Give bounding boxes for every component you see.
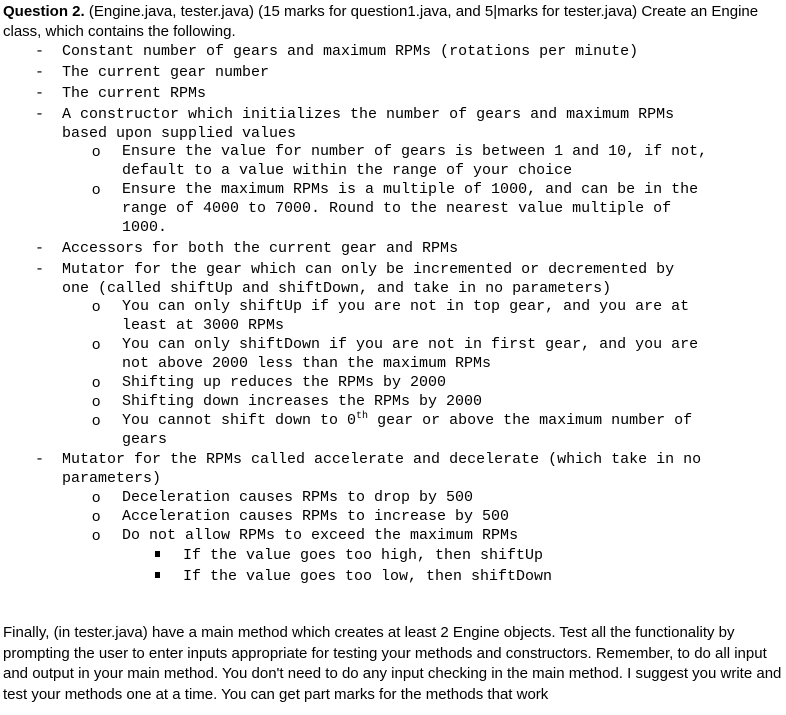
sub-item-text: least at 3000 RPMs [122,317,285,334]
superscript-th: th [356,411,369,422]
sub-item-gears-range [92,142,708,180]
circle-bullet: o [92,527,101,544]
list-item-current-rpms [35,84,207,103]
circle-bullet: o [92,508,101,525]
list-item-text: Mutator for the gear which can only be incremented or decremented by [62,261,675,278]
list-item-rpm-mutator [35,450,702,488]
sub-item-text: 1000. [122,219,168,236]
list-item-text: A constructor which initializes the number of gears and maximum RPMs [62,106,675,123]
dash-bullet: - [35,451,45,468]
sub-sub-item-text: If the value goes too high, then shiftUp [183,547,544,564]
circle-bullet: o [92,181,101,198]
sub-item-text: Deceleration causes RPMs to drop by 500 [122,489,474,506]
dash-bullet: - [35,85,45,102]
sub-item-text: range of 4000 to 7000. Round to the nearest value multiple of [122,200,672,217]
question-label: Question 2. [3,3,85,20]
list-item-text: Constant number of gears and maximum RPMs (rotations per minute) [62,43,639,60]
square-bullet [155,551,160,557]
question-description: (Engine.java, tester.java) (15 marks for question1.java, and 5|marks for tester.java) Create an Engine class, which contains the following. [3,3,759,40]
sub-item-text: default to a value within the range of your choice [122,162,573,179]
sub-item-shift-limits [92,411,693,449]
list-item-text: one (called shiftUp and shiftDown, and take in no parameters) [62,280,612,297]
circle-bullet: o [92,393,101,410]
sub-sub-item-text: If the value goes too low, then shiftDown [183,568,553,585]
sub-item-text: gears [122,431,168,448]
sub-item-text: not above 2000 less than the maximum RPMs [122,355,492,372]
sub-item-text: Ensure the maximum RPMs is a multiple of 1000, and can be in the [122,181,699,198]
list-item-text: Mutator for the RPMs called accelerate and decelerate (which take in no [62,451,702,468]
dash-bullet: - [35,240,45,257]
sub-item-shiftup-rule [92,297,690,335]
final-paragraph: Finally, (in tester.java) have a main method which creates at least 2 Engine objects. Test all the functionality by prompting the user to enter inputs appropriate for testing your methods and constructors. Remember, to do all input and output in your main method. You don't need to do any input checking in the main method. I suggest you write and test your methods one at a time. You can get part marks for the methods that work [3,624,782,703]
circle-bullet: o [92,489,101,506]
list-item-current-gear [35,63,270,82]
circle-bullet: o [92,374,101,391]
sub-item-deceleration [92,488,474,507]
list-item-text: parameters) [62,470,162,487]
list-item-text: The current RPMs [62,85,207,102]
list-item-text: The current gear number [62,64,270,81]
sub-sub-item-too-high [183,546,543,565]
sub-sub-item-too-low [183,567,552,586]
square-bullet [155,572,160,578]
sub-item-acceleration [92,507,510,526]
list-item-accessors [35,239,459,258]
sub-item-text: Ensure the value for number of gears is between 1 and 10, if not, [122,143,708,160]
sub-item-rpms-multiple [92,180,699,237]
sub-item-text: You can only shiftUp if you are not in top gear, and you are at [122,298,690,315]
circle-bullet: o [92,336,101,353]
sub-item-text: Shifting down increases the RPMs by 2000 [122,393,483,410]
sub-item-text: Acceleration causes RPMs to increase by 500 [122,508,510,525]
list-item-gear-mutator [35,260,675,298]
dash-bullet: - [35,43,45,60]
circle-bullet: o [92,412,101,429]
list-item-constructor [35,105,675,143]
sub-item-text: You cannot shift down to 0th gear or above the maximum number of [122,411,693,429]
sub-item-text: Do not allow RPMs to exceed the maximum RPMs [122,527,519,544]
question-intro [3,2,781,42]
list-item-text: Accessors for both the current gear and RPMs [62,240,459,257]
sub-item-shiftdown-rule [92,335,699,373]
list-item-text: based upon supplied values [62,125,297,142]
circle-bullet: o [92,298,101,315]
list-item-constants [35,42,639,61]
sub-item-shift-down-rpms [92,392,483,411]
dash-bullet: - [35,106,45,123]
circle-bullet: o [92,143,101,160]
sub-item-text: Shifting up reduces the RPMs by 2000 [122,374,447,391]
sub-item-rpm-limit [92,526,519,545]
sub-item-shift-up-rpms [92,373,447,392]
dash-bullet: - [35,64,45,81]
sub-item-text: You can only shiftDown if you are not in first gear, and you are [122,336,699,353]
dash-bullet: - [35,261,45,278]
